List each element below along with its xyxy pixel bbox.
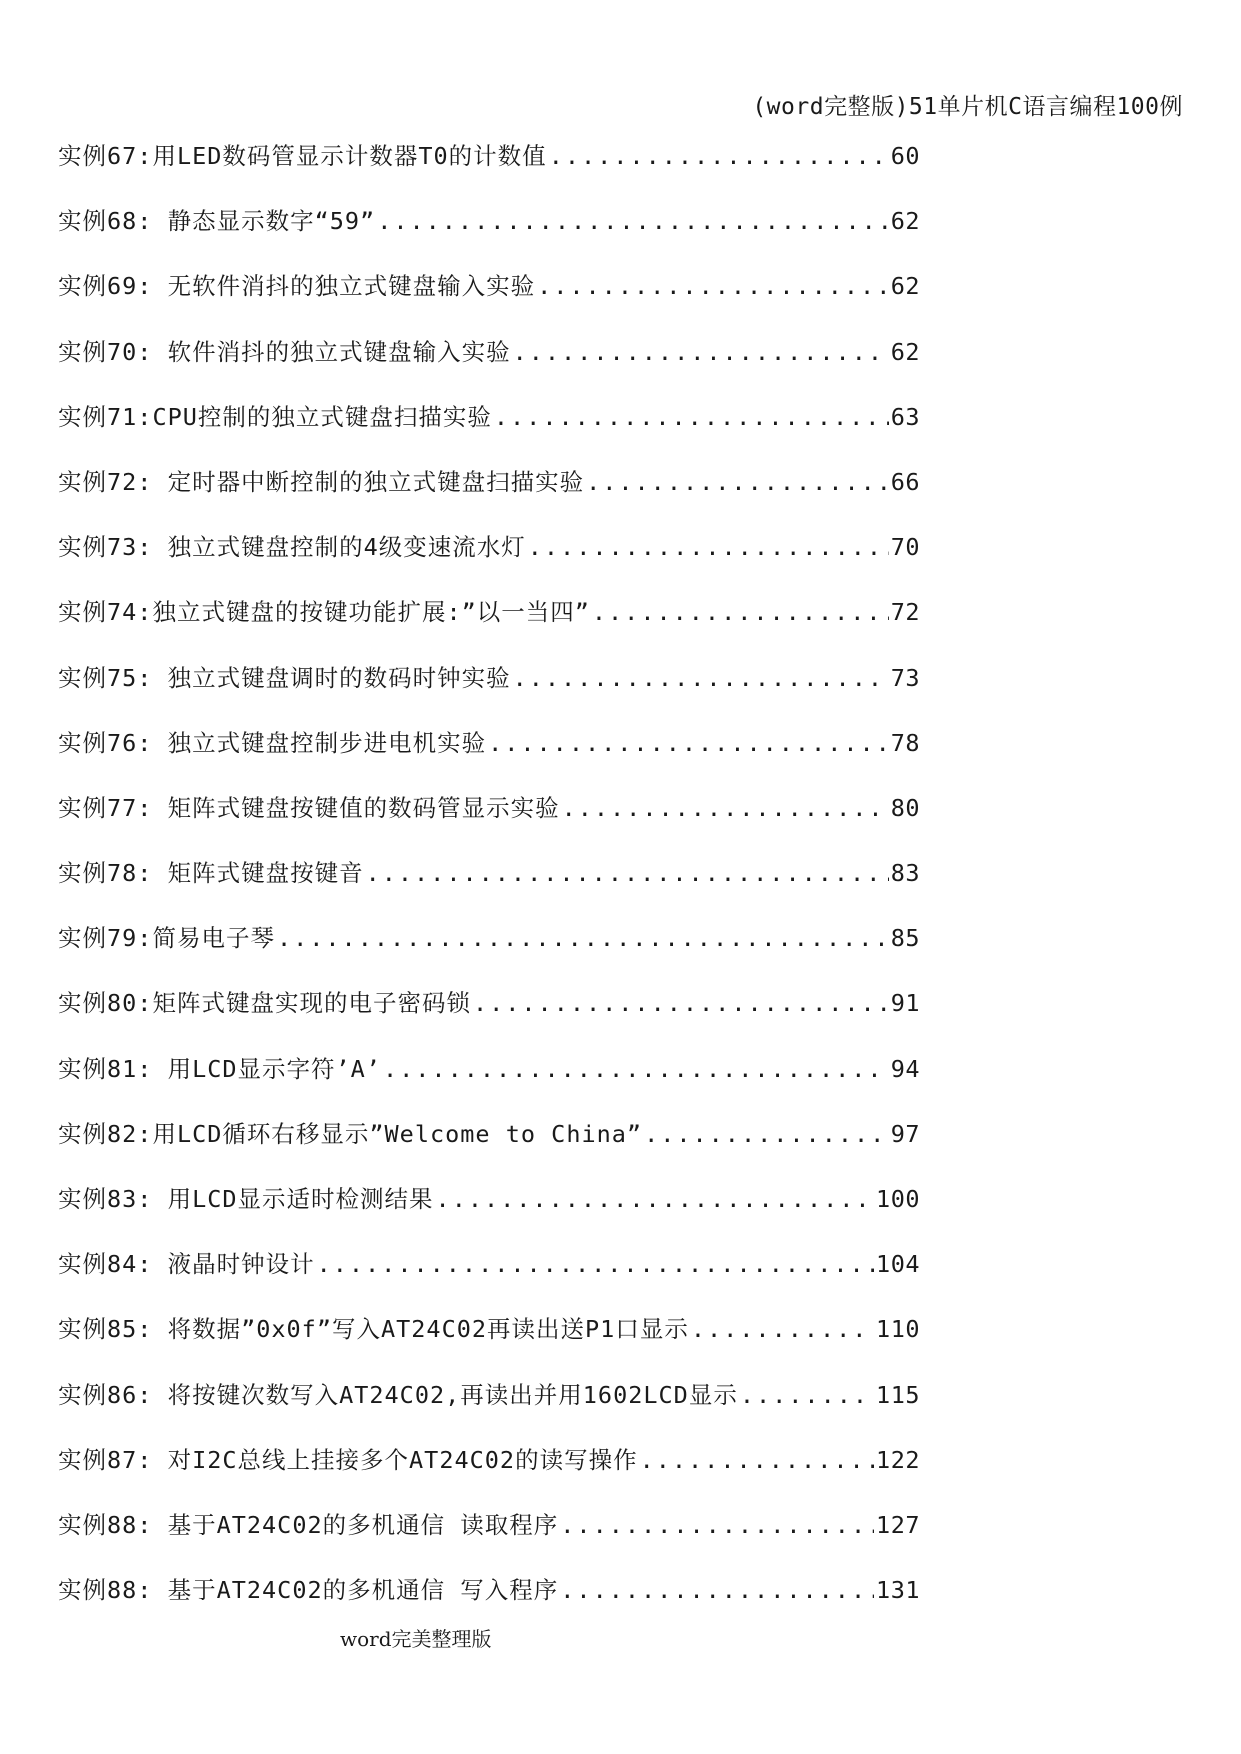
- toc-dot-leader: [691, 1297, 874, 1362]
- toc-entry-title: 实例75: 独立式键盘调时的数码时钟实验: [58, 663, 511, 692]
- toc-entry-title: 实例83: 用LCD显示适时检测结果: [58, 1185, 434, 1213]
- toc-entry[interactable]: [58, 906, 920, 971]
- toc-page-number: 104: [876, 1250, 920, 1279]
- toc-entry-title: 实例85: 将数据”0x0f”写入AT24C02再读出送P1口显示: [58, 1315, 689, 1344]
- toc-entry[interactable]: [58, 450, 920, 515]
- toc-entry[interactable]: [58, 776, 920, 841]
- toc-entry[interactable]: [58, 385, 920, 450]
- toc-entry-title: 实例77: 矩阵式键盘按键值的数码管显示实验: [58, 793, 560, 822]
- toc-dot-leader: [640, 1428, 874, 1493]
- toc-entry[interactable]: [58, 1363, 920, 1428]
- toc-entry[interactable]: [58, 841, 920, 906]
- toc-page-number: 85: [890, 924, 920, 953]
- toc-entry[interactable]: [58, 580, 920, 645]
- toc-page-number: 62: [890, 207, 920, 236]
- toc-entry[interactable]: [58, 646, 920, 711]
- toc-entry-title: 实例69: 无软件消抖的独立式键盘输入实验: [58, 272, 536, 301]
- toc-dot-leader: [537, 254, 889, 319]
- toc-entry-title: 实例88: 基于AT24C02的多机通信 读取程序: [58, 1510, 559, 1539]
- toc-entry[interactable]: [58, 971, 920, 1036]
- toc-page-number: 73: [890, 663, 920, 692]
- toc-entry-title: 实例68: 静态显示数字“59”: [58, 207, 376, 236]
- toc-dot-leader: [592, 580, 889, 645]
- toc-entry[interactable]: [58, 124, 920, 189]
- toc-entry-title: 实例76: 独立式键盘控制步进电机实验: [58, 728, 487, 757]
- toc-dot-leader: [528, 515, 889, 580]
- toc-page-number: 62: [890, 272, 920, 301]
- toc-dot-leader: [383, 1037, 889, 1102]
- toc-dot-leader: [366, 841, 889, 906]
- toc-dot-leader: [513, 320, 889, 385]
- toc-entry[interactable]: [58, 1102, 920, 1167]
- toc-entry[interactable]: [58, 1167, 920, 1232]
- toc-entry-title: 实例80:矩阵式键盘实现的电子密码锁: [58, 989, 471, 1018]
- toc-entry[interactable]: [58, 515, 920, 580]
- toc-entry-title: 实例73: 独立式键盘控制的4级变速流水灯: [58, 533, 526, 562]
- toc-entry[interactable]: [58, 1037, 920, 1102]
- toc-entry-title: 实例84: 液晶时钟设计: [58, 1250, 315, 1279]
- toc-page-number: 110: [876, 1315, 920, 1344]
- toc-entry[interactable]: [58, 189, 920, 254]
- toc-entry-title: 实例86: 将按键次数写入AT24C02,再读出并用1602LCD显示: [58, 1380, 738, 1409]
- toc-page-number: 91: [890, 989, 920, 1018]
- toc-dot-leader: [560, 1558, 874, 1623]
- toc-page-number: 115: [876, 1380, 920, 1409]
- toc-entry-title: 实例71:CPU控制的独立式键盘扫描实验: [58, 402, 492, 431]
- toc-page-number: 100: [876, 1185, 920, 1213]
- toc-dot-leader: [586, 450, 889, 515]
- toc-entry-title: 实例70: 软件消抖的独立式键盘输入实验: [58, 337, 511, 366]
- toc-page-number: 70: [890, 533, 920, 562]
- toc-page-number: 127: [876, 1510, 920, 1539]
- toc-entry-title: 实例81: 用LCD显示字符’A’: [58, 1054, 381, 1083]
- toc-page-number: 63: [890, 402, 920, 431]
- toc-entry-title: 实例88: 基于AT24C02的多机通信 写入程序: [58, 1576, 559, 1605]
- toc-page-number: 78: [890, 728, 920, 757]
- toc-entry[interactable]: [58, 1493, 920, 1558]
- toc-page-number: 62: [890, 337, 920, 366]
- toc-entry-title: 实例87: 对I2C总线上挂接多个AT24C02的读写操作: [58, 1445, 638, 1474]
- toc-dot-leader: [513, 646, 889, 711]
- toc-entry[interactable]: [58, 1428, 920, 1493]
- toc-dot-leader: [488, 711, 889, 776]
- toc-entry[interactable]: [58, 254, 920, 319]
- toc-page-number: 80: [890, 793, 920, 822]
- toc-entry[interactable]: [58, 320, 920, 385]
- toc-dot-leader: [494, 385, 889, 450]
- toc-entry[interactable]: [58, 1297, 920, 1362]
- toc-page-number: 94: [890, 1054, 920, 1083]
- toc-page-number: 72: [890, 598, 920, 627]
- toc-page-number: 66: [890, 467, 920, 496]
- toc-page-number: 83: [890, 859, 920, 888]
- toc-entry-title: 实例74:独立式键盘的按键功能扩展:”以一当四”: [58, 598, 590, 627]
- toc-entry[interactable]: [58, 1232, 920, 1297]
- toc-dot-leader: [740, 1363, 874, 1428]
- toc-entry-title: 实例79:简易电子琴: [58, 924, 275, 953]
- toc-page-number: 97: [890, 1119, 920, 1148]
- toc-page-number: 131: [876, 1576, 920, 1605]
- toc-dot-leader: [549, 124, 889, 189]
- toc-dot-leader: [277, 906, 889, 971]
- toc-entry[interactable]: [58, 711, 920, 776]
- toc-dot-leader: [560, 1493, 874, 1558]
- toc-dot-leader: [317, 1232, 874, 1297]
- toc-entry-title: 实例67:用LED数码管显示计数器T0的计数值: [58, 142, 547, 170]
- toc-entry-title: 实例78: 矩阵式键盘按键音: [58, 859, 364, 888]
- toc-entry-title: 实例82:用LCD循环右移显示”Welcome to China”: [58, 1119, 643, 1148]
- toc-page-number: 60: [890, 142, 920, 170]
- page-header: (word完整版)51单片机C语言编程100例: [752, 94, 1183, 120]
- toc-dot-leader: [562, 776, 889, 841]
- toc-entry[interactable]: [58, 1558, 920, 1623]
- toc-dot-leader: [473, 971, 889, 1036]
- toc-dot-leader: [436, 1167, 875, 1232]
- toc-dot-leader: [377, 189, 889, 254]
- page-footer: word完美整理版: [340, 1627, 492, 1651]
- toc-page-number: 122: [876, 1445, 920, 1474]
- toc-dot-leader: [644, 1102, 889, 1167]
- toc-entry-title: 实例72: 定时器中断控制的独立式键盘扫描实验: [58, 467, 585, 496]
- table-of-contents: [58, 124, 920, 1623]
